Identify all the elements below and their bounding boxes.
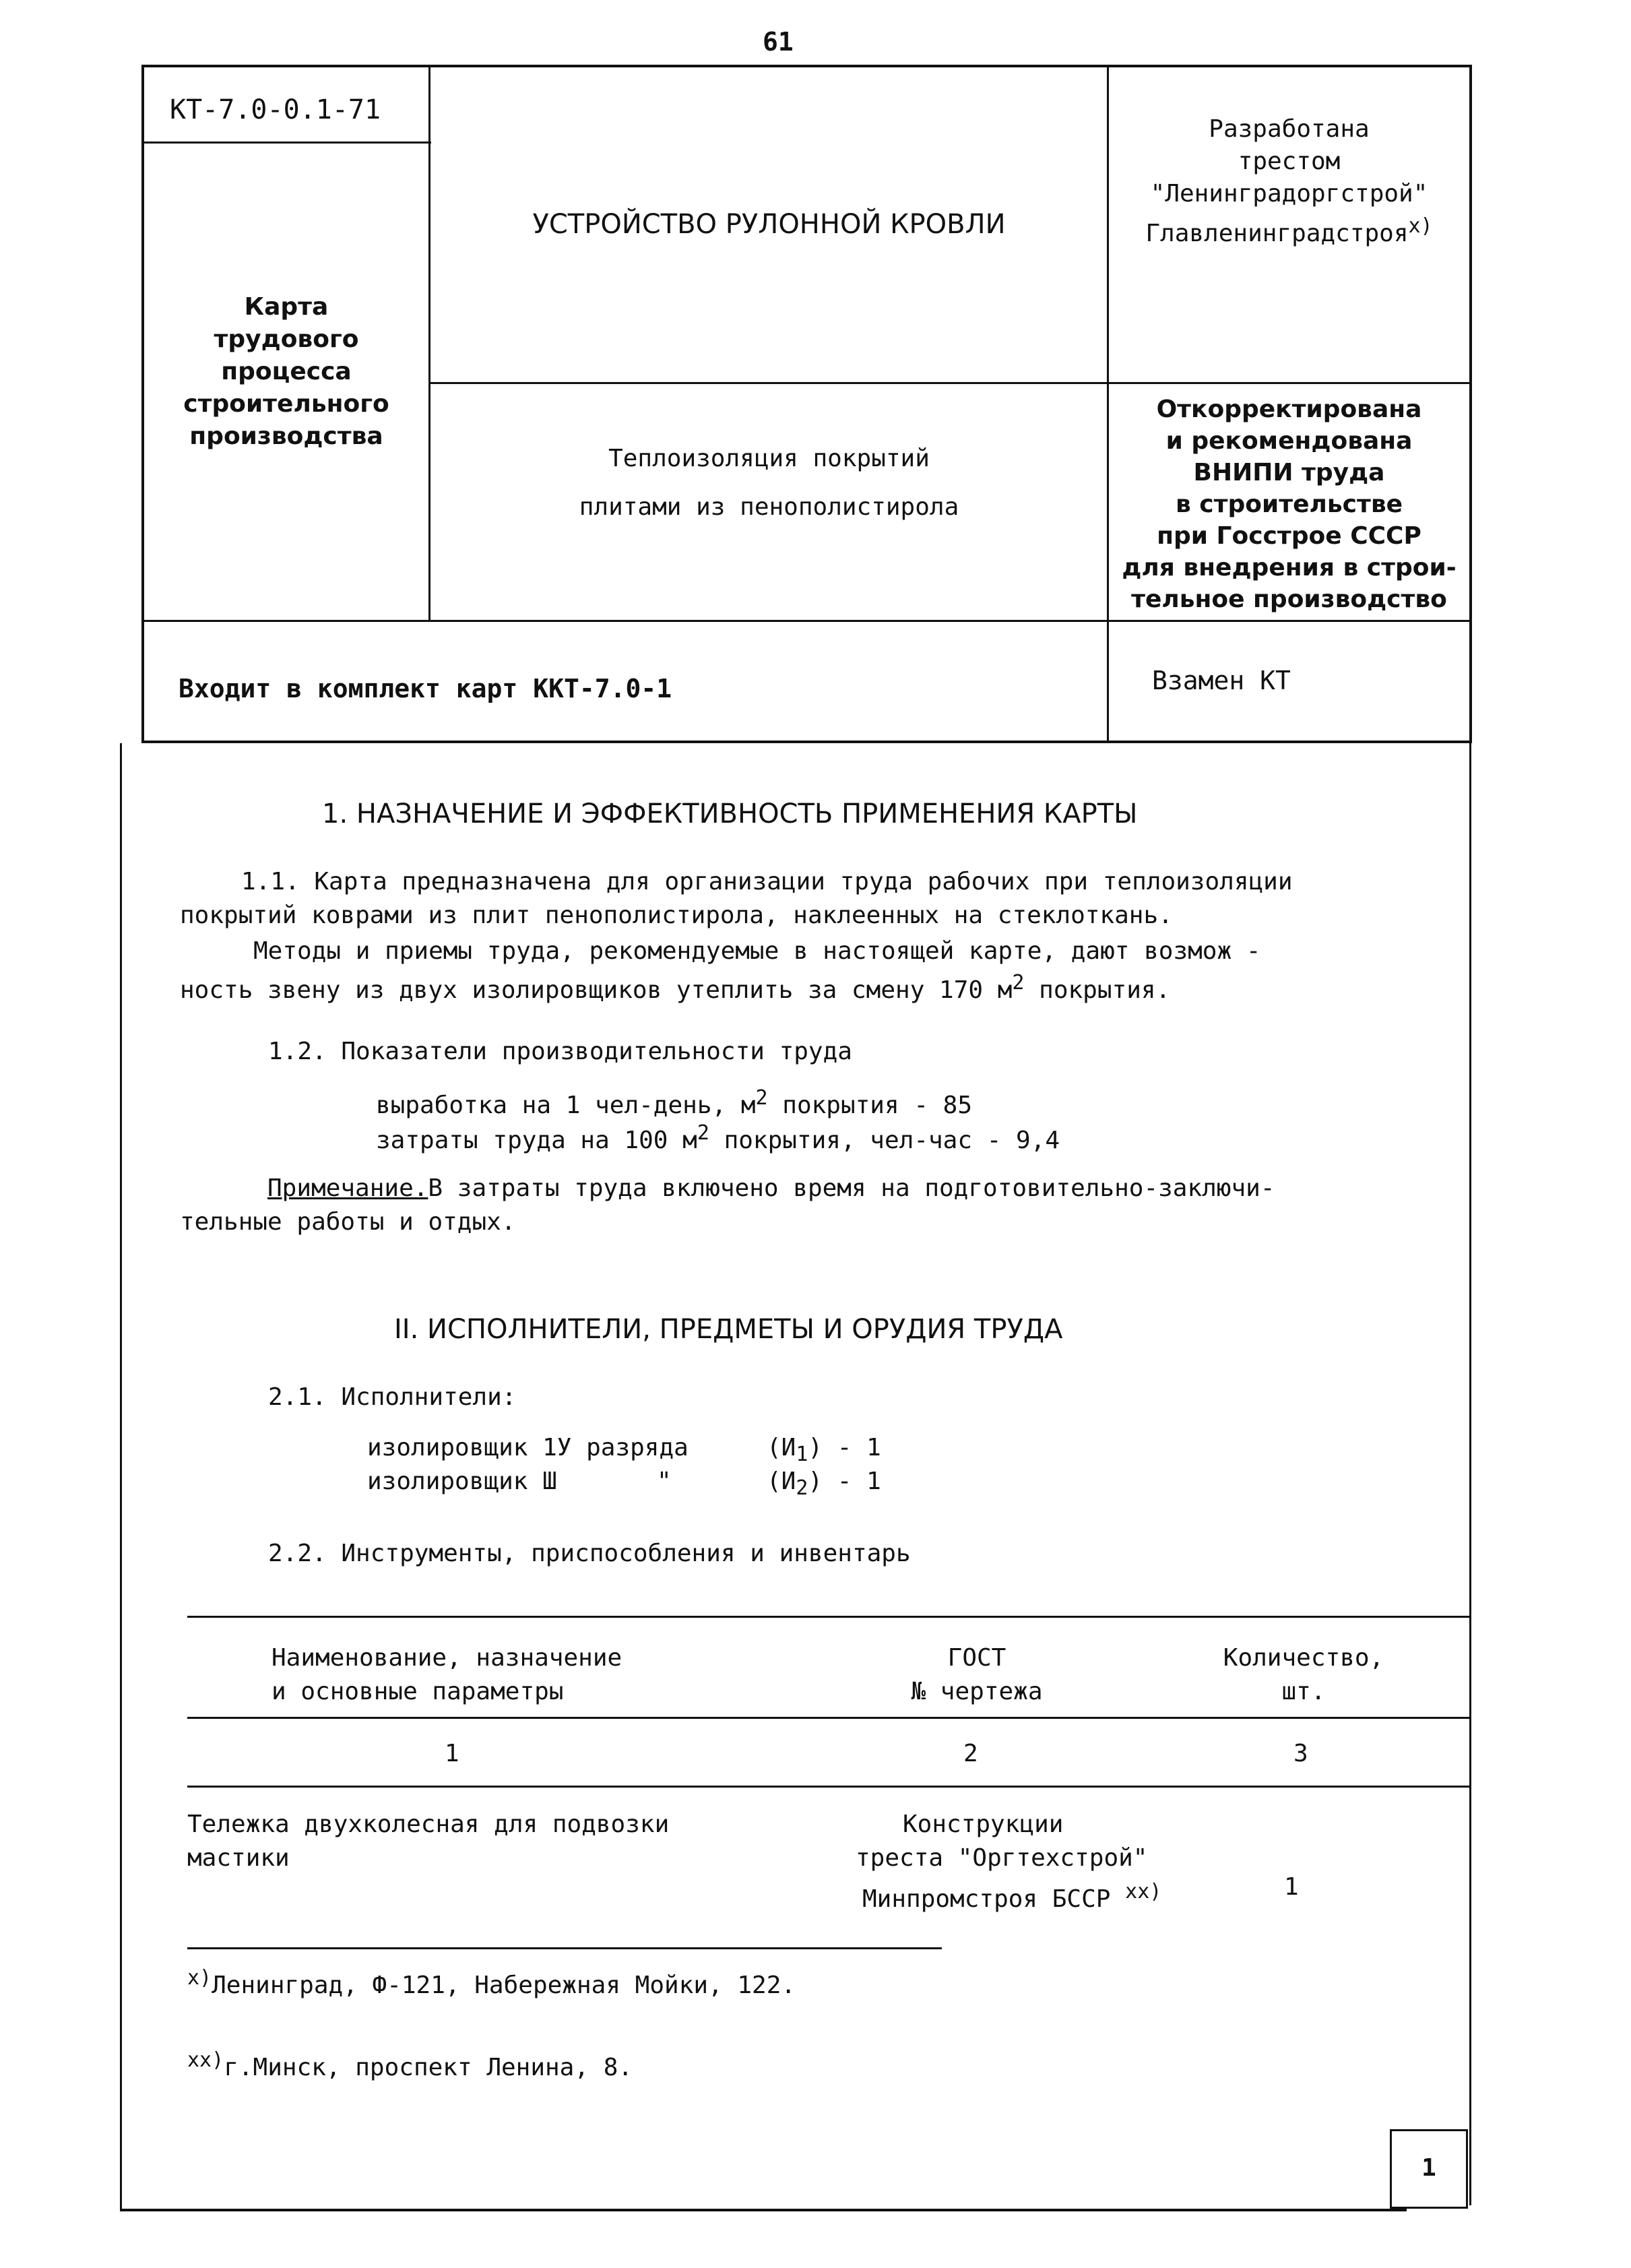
page-number-bottom: 1: [1421, 2154, 1436, 2182]
page-number-top: 61: [763, 27, 794, 57]
header-bottom-line: [141, 620, 1472, 622]
developer-block: Разработана трестом "Ленинградоргстрой" Главленинградстроя$^{x)}$: [1145, 115, 1433, 247]
approval-block: Откорректирована и рекомендована ВНИПИ труда в строительстве при Госстрое СССР для внедрения в строи- тельное производство: [1122, 396, 1457, 613]
table-top-line: [187, 1616, 1471, 1618]
table-col1-header: Наименование, назначение и основные параметры: [271, 1644, 622, 1705]
worker-2-ditto: ": [657, 1468, 672, 1495]
worker-1-name: изолировщик 1У разряда: [367, 1434, 689, 1461]
paragraph-1-1-cont: покрытий коврами из плит пенополистирола, наклеенных на стеклоткань.: [180, 902, 1173, 929]
worker-2-code: $(И_2) - 1$: [767, 1468, 881, 1501]
paragraph-methods: Методы и приемы труда, рекомендуемые в настоящей карте, дают возмож -: [253, 937, 1261, 965]
paragraph-1-1: 1.1. Карта предназначена для организации труда рабочих при теплоизоляции: [241, 868, 1293, 895]
header-frame-bottom: [141, 741, 1472, 743]
header-middle-line: [428, 382, 1471, 384]
footnote-2: $^{xx)}$г.Минск, проспект Ленина, 8.: [187, 2048, 633, 2081]
worker-2-name: изолировщик Ш: [367, 1468, 557, 1495]
note-cont: тельные работы и отдых.: [180, 1208, 516, 1236]
table-numbers-line: [187, 1786, 1471, 1788]
section2-heading: II. ИСПОЛНИТЕЛИ, ПРЕДМЕТЫ И ОРУДИЯ ТРУДА: [394, 1314, 1063, 1345]
table-colnum-1: 1: [445, 1740, 459, 1767]
worker-1-code: $(И_1) - 1$: [767, 1434, 881, 1467]
metric-output: выработка на 1 чел-день, $м^2$ покрытия - 85: [376, 1086, 973, 1119]
table-row1-gost: Конструкции треста "Оргтехстрой" Минпромстроя БССР $^{xx)}$: [856, 1810, 1162, 1913]
table-row1-name: Тележка двухколесная для подвозки мастики: [187, 1810, 670, 1872]
paragraph-1-2: 1.2. Показатели производительности труда: [268, 1038, 852, 1065]
header-divider-left: [428, 65, 430, 621]
table-colnum-2: 2: [963, 1740, 978, 1767]
subtitle: Теплоизоляция покрытий плитами из пенополистирола: [579, 445, 959, 521]
table-col3-header: Количество, шт.: [1223, 1644, 1384, 1705]
main-title: УСТРОЙСТВО РУЛОННОЙ КРОВЛИ: [532, 209, 1006, 240]
section1-heading: 1. НАЗНАЧЕНИЕ И ЭФФЕКТИВНОСТЬ ПРИМЕНЕНИЯ КАРТЫ: [322, 798, 1138, 829]
page-bottom-border: [120, 2209, 1407, 2211]
note-label: Примечание.: [267, 1174, 428, 1202]
replaces-note: Взамен КТ: [1152, 666, 1291, 695]
card-code: КТ-7.0-0.1-71: [170, 94, 381, 125]
footnote-separator: [187, 1947, 942, 1949]
paragraph-2-1: 2.1. Исполнители:: [268, 1383, 517, 1411]
card-type: Карта трудового процесса строительного производства: [183, 293, 389, 450]
page-number-box: [1390, 2129, 1468, 2209]
code-cell-bottom: [141, 141, 431, 144]
footnote-1: $^{x)}$Ленинград, Ф-121, Набережная Мойки, 122.: [187, 1966, 796, 1999]
set-note: Входит в комплект карт ККТ-7.0-1: [179, 674, 672, 703]
table-row1-qty: 1: [1284, 1873, 1299, 1901]
paragraph-2-2: 2.2. Инструменты, приспособления и инвентарь: [268, 1540, 911, 1567]
table-colnum-3: 3: [1293, 1740, 1308, 1767]
table-header-line: [187, 1717, 1471, 1719]
footnote-mark: x): [1408, 214, 1433, 238]
metric-labor: затраты труда на 100 $м^2$ покрытия, чел-час - 9,4: [376, 1121, 1060, 1154]
page-left-border: [120, 743, 122, 2210]
table-col2-header: ГОСТ № чертежа: [911, 1644, 1043, 1705]
paragraph-methods-cont: ность звену из двух изолировщиков утеплить за смену 170 $м^2$ покрытия.: [180, 971, 1171, 1004]
note: Примечание.В затраты труда включено время на подготовительно-заключи-: [267, 1174, 1275, 1202]
page-right-border: [1469, 743, 1471, 2205]
header-right-border: [1469, 65, 1472, 743]
header-top-border: [141, 65, 1472, 67]
